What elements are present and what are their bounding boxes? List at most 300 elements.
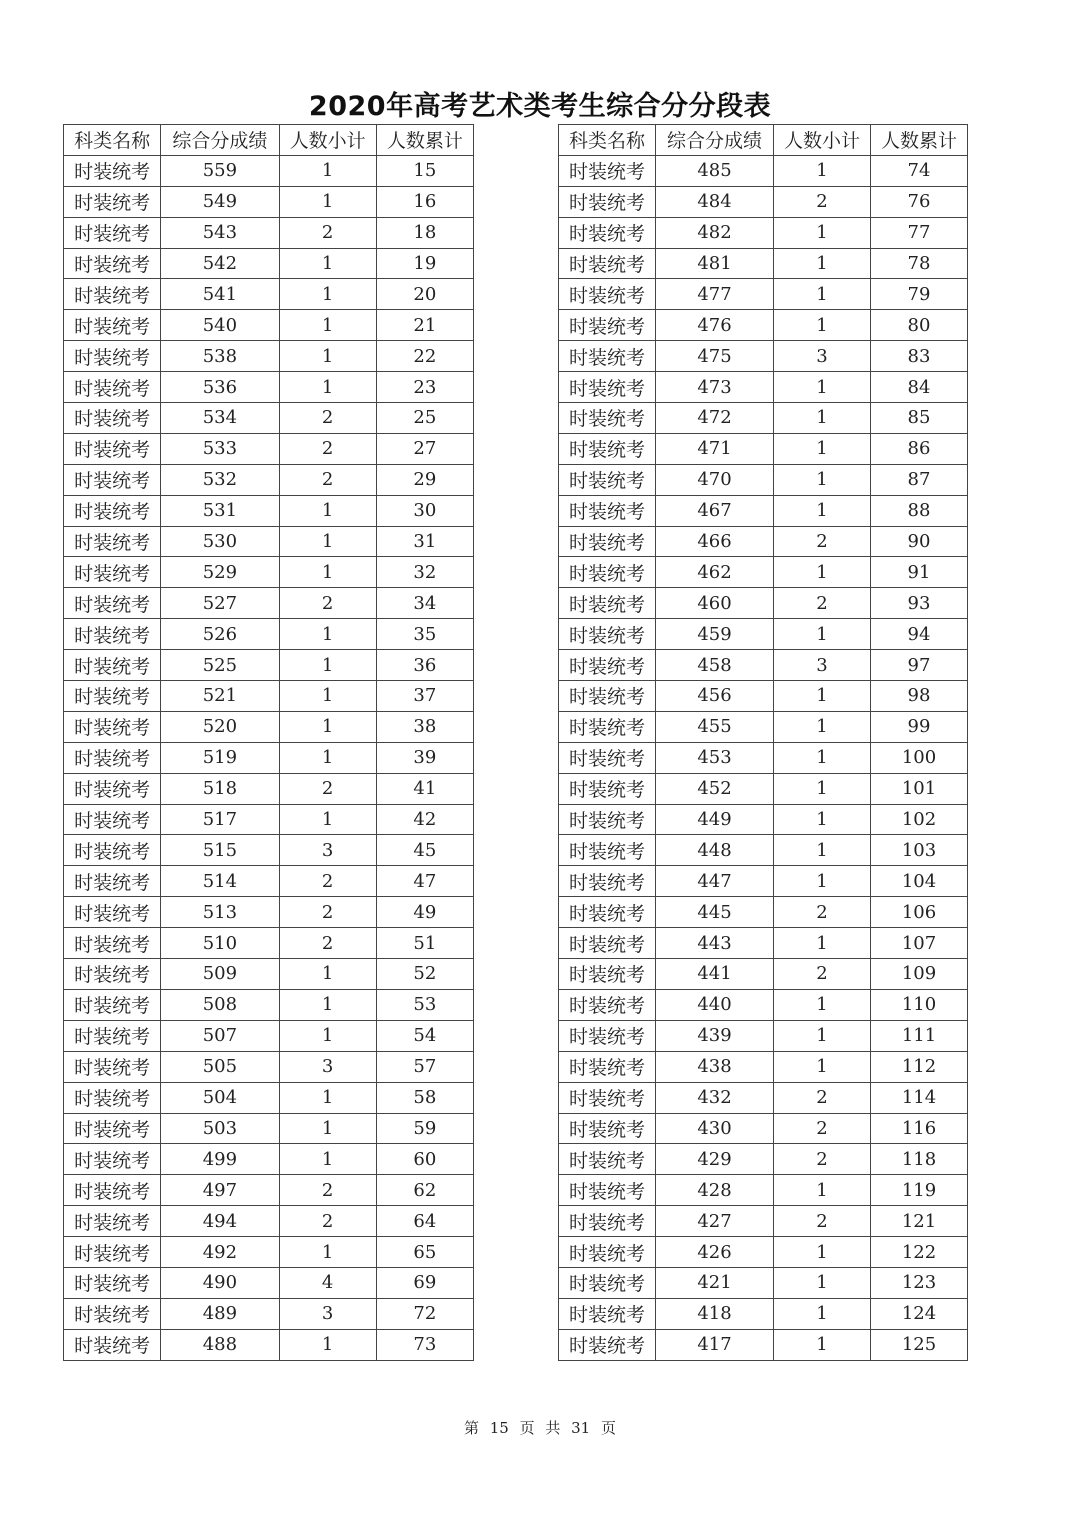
cell-category: 时装统考	[559, 1237, 656, 1268]
cell-cumulative: 65	[376, 1237, 473, 1268]
cell-score: 526	[161, 619, 279, 650]
cell-category: 时装统考	[559, 866, 656, 897]
cell-score: 439	[656, 1020, 774, 1051]
cell-category: 时装统考	[64, 403, 161, 434]
table-row	[559, 1020, 968, 1051]
table-row	[559, 279, 968, 310]
cell-cumulative: 93	[871, 588, 968, 619]
cell-score: 531	[161, 495, 279, 526]
cell-count: 1	[279, 1237, 376, 1268]
cell-score: 445	[656, 897, 774, 928]
cell-score: 525	[161, 650, 279, 681]
cell-score: 477	[656, 279, 774, 310]
cell-score: 540	[161, 310, 279, 341]
cell-category: 时装统考	[64, 433, 161, 464]
cell-cumulative: 114	[871, 1082, 968, 1113]
cell-score: 481	[656, 248, 774, 279]
cell-count: 2	[774, 1082, 871, 1113]
cell-score: 441	[656, 959, 774, 990]
table-row	[64, 866, 474, 897]
table-row	[64, 1329, 474, 1360]
cell-score: 515	[161, 835, 279, 866]
cell-score: 513	[161, 897, 279, 928]
cell-score: 559	[161, 155, 279, 186]
cell-score: 494	[161, 1206, 279, 1237]
cell-cumulative: 18	[376, 217, 473, 248]
cell-cumulative: 42	[376, 804, 473, 835]
cell-score: 426	[656, 1237, 774, 1268]
table-row	[559, 341, 968, 372]
cell-category: 时装统考	[64, 341, 161, 372]
cell-category: 时装统考	[64, 1113, 161, 1144]
cell-cumulative: 16	[376, 186, 473, 217]
cell-cumulative: 60	[376, 1144, 473, 1175]
cell-count: 1	[774, 804, 871, 835]
table-row	[559, 835, 968, 866]
cell-cumulative: 62	[376, 1175, 473, 1206]
cell-category: 时装统考	[64, 526, 161, 557]
table-row	[559, 773, 968, 804]
table-row	[64, 403, 474, 434]
table-row	[64, 1298, 474, 1329]
page-title: 2020年高考艺术类考生综合分分段表	[308, 91, 772, 122]
cell-cumulative: 80	[871, 310, 968, 341]
cell-category: 时装统考	[559, 433, 656, 464]
cell-category: 时装统考	[64, 1175, 161, 1206]
cell-category: 时装统考	[64, 279, 161, 310]
cell-score: 476	[656, 310, 774, 341]
table-row	[559, 681, 968, 712]
cell-category: 时装统考	[559, 310, 656, 341]
cell-category: 时装统考	[559, 650, 656, 681]
table-row	[559, 742, 968, 773]
cell-category: 时装统考	[64, 310, 161, 341]
cell-count: 1	[774, 433, 871, 464]
cell-category: 时装统考	[559, 1175, 656, 1206]
cell-cumulative: 90	[871, 526, 968, 557]
table-row	[64, 835, 474, 866]
table-row	[559, 495, 968, 526]
cell-category: 时装统考	[559, 1113, 656, 1144]
cell-count: 1	[774, 1237, 871, 1268]
cell-score: 533	[161, 433, 279, 464]
cell-score: 462	[656, 557, 774, 588]
cell-category: 时装统考	[559, 464, 656, 495]
cell-cumulative: 64	[376, 1206, 473, 1237]
table-row	[64, 681, 474, 712]
cell-cumulative: 29	[376, 464, 473, 495]
cell-cumulative: 52	[376, 959, 473, 990]
cell-cumulative: 125	[871, 1329, 968, 1360]
cell-category: 时装统考	[64, 804, 161, 835]
table-row	[64, 928, 474, 959]
cell-cumulative: 83	[871, 341, 968, 372]
table-row	[64, 279, 474, 310]
cell-count: 1	[279, 681, 376, 712]
table-row	[64, 1144, 474, 1175]
cell-category: 时装统考	[559, 1206, 656, 1237]
cell-cumulative: 32	[376, 557, 473, 588]
table-row	[64, 1051, 474, 1082]
cell-score: 503	[161, 1113, 279, 1144]
table-row	[64, 1020, 474, 1051]
cell-cumulative: 122	[871, 1237, 968, 1268]
cell-cumulative: 35	[376, 619, 473, 650]
table-header-row	[559, 125, 968, 156]
cell-count: 1	[279, 742, 376, 773]
cell-cumulative: 101	[871, 773, 968, 804]
cell-category: 时装统考	[64, 1082, 161, 1113]
cell-cumulative: 97	[871, 650, 968, 681]
cell-score: 453	[656, 742, 774, 773]
cell-count: 1	[774, 866, 871, 897]
cell-count: 1	[774, 1329, 871, 1360]
cell-count: 1	[774, 1175, 871, 1206]
header-count: 人数小计	[279, 125, 376, 156]
cell-category: 时装统考	[64, 1267, 161, 1298]
cell-count: 1	[279, 650, 376, 681]
cell-count: 2	[774, 1144, 871, 1175]
cell-category: 时装统考	[64, 186, 161, 217]
cell-count: 2	[774, 1113, 871, 1144]
table-row	[64, 959, 474, 990]
cell-count: 1	[774, 1051, 871, 1082]
cell-score: 499	[161, 1144, 279, 1175]
table-row	[64, 1082, 474, 1113]
cell-score: 542	[161, 248, 279, 279]
cell-category: 时装统考	[559, 372, 656, 403]
cell-count: 2	[279, 773, 376, 804]
table-row	[64, 1267, 474, 1298]
cell-count: 1	[279, 619, 376, 650]
table-row	[559, 1175, 968, 1206]
cell-count: 3	[279, 835, 376, 866]
cell-cumulative: 19	[376, 248, 473, 279]
cell-score: 472	[656, 403, 774, 434]
cell-cumulative: 69	[376, 1267, 473, 1298]
cell-cumulative: 73	[376, 1329, 473, 1360]
cell-count: 1	[279, 186, 376, 217]
cell-score: 484	[656, 186, 774, 217]
table-row	[559, 866, 968, 897]
cell-count: 4	[279, 1267, 376, 1298]
cell-count: 1	[774, 310, 871, 341]
cell-category: 时装统考	[64, 1051, 161, 1082]
cell-count: 1	[774, 1020, 871, 1051]
cell-score: 449	[656, 804, 774, 835]
cell-cumulative: 49	[376, 897, 473, 928]
table-row	[64, 526, 474, 557]
cell-score: 520	[161, 711, 279, 742]
cell-count: 1	[774, 681, 871, 712]
cell-count: 1	[774, 557, 871, 588]
cell-count: 1	[774, 248, 871, 279]
table-row	[559, 619, 968, 650]
cell-cumulative: 22	[376, 341, 473, 372]
cell-score: 507	[161, 1020, 279, 1051]
cell-count: 2	[774, 526, 871, 557]
cell-score: 518	[161, 773, 279, 804]
cell-count: 2	[279, 588, 376, 619]
cell-category: 时装统考	[559, 557, 656, 588]
cell-category: 时装统考	[559, 186, 656, 217]
table-row	[559, 650, 968, 681]
cell-category: 时装统考	[559, 1267, 656, 1298]
cell-score: 543	[161, 217, 279, 248]
cell-score: 460	[656, 588, 774, 619]
cell-score: 447	[656, 866, 774, 897]
cell-category: 时装统考	[64, 1020, 161, 1051]
cell-count: 1	[279, 1144, 376, 1175]
cell-count: 1	[279, 557, 376, 588]
cell-category: 时装统考	[64, 464, 161, 495]
table-row	[64, 588, 474, 619]
table-row	[64, 619, 474, 650]
table-row	[559, 711, 968, 742]
cell-category: 时装统考	[559, 495, 656, 526]
cell-count: 2	[279, 897, 376, 928]
cell-count: 3	[279, 1051, 376, 1082]
cell-cumulative: 30	[376, 495, 473, 526]
cell-score: 428	[656, 1175, 774, 1206]
cell-cumulative: 59	[376, 1113, 473, 1144]
table-row	[559, 1267, 968, 1298]
cell-cumulative: 21	[376, 310, 473, 341]
cell-cumulative: 103	[871, 835, 968, 866]
table-row	[559, 1113, 968, 1144]
table-row	[64, 1113, 474, 1144]
cell-count: 1	[279, 526, 376, 557]
cell-cumulative: 47	[376, 866, 473, 897]
cell-cumulative: 94	[871, 619, 968, 650]
cell-cumulative: 124	[871, 1298, 968, 1329]
table-row	[64, 1206, 474, 1237]
table-row	[559, 372, 968, 403]
cell-count: 1	[279, 341, 376, 372]
cell-category: 时装统考	[559, 248, 656, 279]
cell-cumulative: 111	[871, 1020, 968, 1051]
cell-category: 时装统考	[64, 835, 161, 866]
cell-score: 471	[656, 433, 774, 464]
cell-category: 时装统考	[559, 526, 656, 557]
cell-score: 538	[161, 341, 279, 372]
cell-cumulative: 27	[376, 433, 473, 464]
cell-count: 1	[279, 1020, 376, 1051]
cell-score: 497	[161, 1175, 279, 1206]
cell-score: 473	[656, 372, 774, 403]
cell-category: 时装统考	[64, 217, 161, 248]
cell-score: 429	[656, 1144, 774, 1175]
table-row	[64, 989, 474, 1020]
cell-cumulative: 88	[871, 495, 968, 526]
cell-category: 时装统考	[559, 1082, 656, 1113]
cell-score: 432	[656, 1082, 774, 1113]
cell-count: 1	[279, 248, 376, 279]
cell-score: 443	[656, 928, 774, 959]
table-row	[559, 1298, 968, 1329]
cell-cumulative: 91	[871, 557, 968, 588]
table-row	[64, 155, 474, 186]
cell-score: 510	[161, 928, 279, 959]
header-cumulative: 人数累计	[871, 125, 968, 156]
cell-category: 时装统考	[64, 588, 161, 619]
table-row	[559, 588, 968, 619]
score-table-left	[63, 124, 474, 1361]
cell-category: 时装统考	[64, 1298, 161, 1329]
header-category: 科类名称	[559, 125, 656, 156]
cell-category: 时装统考	[64, 989, 161, 1020]
table-row	[64, 557, 474, 588]
table-row	[559, 989, 968, 1020]
cell-count: 3	[774, 341, 871, 372]
cell-category: 时装统考	[559, 711, 656, 742]
cell-score: 492	[161, 1237, 279, 1268]
cell-category: 时装统考	[559, 835, 656, 866]
table-row	[559, 310, 968, 341]
cell-score: 455	[656, 711, 774, 742]
table-row	[559, 1082, 968, 1113]
cell-cumulative: 98	[871, 681, 968, 712]
cell-score: 452	[656, 773, 774, 804]
cell-count: 1	[774, 773, 871, 804]
cell-cumulative: 78	[871, 248, 968, 279]
cell-score: 534	[161, 403, 279, 434]
cell-cumulative: 85	[871, 403, 968, 434]
cell-score: 466	[656, 526, 774, 557]
cell-category: 时装统考	[64, 897, 161, 928]
cell-score: 470	[656, 464, 774, 495]
cell-count: 1	[774, 1298, 871, 1329]
cell-category: 时装统考	[559, 804, 656, 835]
cell-score: 417	[656, 1329, 774, 1360]
cell-cumulative: 100	[871, 742, 968, 773]
cell-count: 1	[774, 742, 871, 773]
cell-count: 2	[774, 1206, 871, 1237]
cell-cumulative: 38	[376, 711, 473, 742]
cell-cumulative: 79	[871, 279, 968, 310]
table-row	[64, 310, 474, 341]
table-row	[559, 1237, 968, 1268]
cell-count: 2	[279, 866, 376, 897]
cell-category: 时装统考	[64, 866, 161, 897]
cell-category: 时装统考	[64, 928, 161, 959]
table-row	[559, 1051, 968, 1082]
cell-count: 1	[774, 155, 871, 186]
cell-cumulative: 87	[871, 464, 968, 495]
cell-category: 时装统考	[64, 1144, 161, 1175]
cell-cumulative: 23	[376, 372, 473, 403]
cell-count: 1	[279, 804, 376, 835]
cell-cumulative: 31	[376, 526, 473, 557]
table-row	[64, 711, 474, 742]
cell-score: 536	[161, 372, 279, 403]
cell-category: 时装统考	[64, 773, 161, 804]
cell-cumulative: 86	[871, 433, 968, 464]
cell-count: 1	[774, 1267, 871, 1298]
cell-cumulative: 102	[871, 804, 968, 835]
cell-score: 440	[656, 989, 774, 1020]
table-row	[64, 217, 474, 248]
cell-cumulative: 104	[871, 866, 968, 897]
table-row	[559, 557, 968, 588]
table-row	[64, 341, 474, 372]
cell-category: 时装统考	[559, 1144, 656, 1175]
cell-count: 1	[279, 310, 376, 341]
cell-count: 2	[774, 186, 871, 217]
cell-category: 时装统考	[64, 959, 161, 990]
cell-category: 时装统考	[559, 1020, 656, 1051]
cell-cumulative: 74	[871, 155, 968, 186]
table-row	[559, 217, 968, 248]
cell-cumulative: 37	[376, 681, 473, 712]
table-row	[559, 248, 968, 279]
cell-count: 2	[279, 433, 376, 464]
cell-cumulative: 112	[871, 1051, 968, 1082]
cell-cumulative: 54	[376, 1020, 473, 1051]
table-row	[559, 526, 968, 557]
cell-count: 1	[279, 1113, 376, 1144]
cell-count: 1	[774, 217, 871, 248]
cell-count: 1	[279, 711, 376, 742]
cell-score: 527	[161, 588, 279, 619]
cell-category: 时装统考	[64, 1206, 161, 1237]
cell-score: 427	[656, 1206, 774, 1237]
cell-cumulative: 77	[871, 217, 968, 248]
cell-score: 459	[656, 619, 774, 650]
cell-cumulative: 106	[871, 897, 968, 928]
cell-score: 421	[656, 1267, 774, 1298]
cell-category: 时装统考	[559, 155, 656, 186]
cell-count: 2	[774, 588, 871, 619]
table-row	[559, 464, 968, 495]
cell-category: 时装统考	[64, 681, 161, 712]
cell-count: 1	[774, 835, 871, 866]
cell-category: 时装统考	[559, 1051, 656, 1082]
header-count: 人数小计	[774, 125, 871, 156]
score-table-right	[558, 124, 968, 1361]
cell-cumulative: 25	[376, 403, 473, 434]
cell-count: 2	[774, 897, 871, 928]
cell-score: 549	[161, 186, 279, 217]
cell-count: 1	[279, 989, 376, 1020]
cell-category: 时装统考	[559, 742, 656, 773]
cell-cumulative: 118	[871, 1144, 968, 1175]
cell-score: 467	[656, 495, 774, 526]
cell-score: 509	[161, 959, 279, 990]
cell-category: 时装统考	[559, 341, 656, 372]
cell-cumulative: 121	[871, 1206, 968, 1237]
cell-count: 2	[279, 464, 376, 495]
cell-count: 3	[774, 650, 871, 681]
cell-cumulative: 53	[376, 989, 473, 1020]
cell-category: 时装统考	[559, 588, 656, 619]
cell-count: 2	[279, 1175, 376, 1206]
cell-score: 514	[161, 866, 279, 897]
table-header-row	[64, 125, 474, 156]
header-cumulative: 人数累计	[376, 125, 473, 156]
cell-category: 时装统考	[64, 495, 161, 526]
cell-score: 430	[656, 1113, 774, 1144]
cell-count: 1	[279, 155, 376, 186]
cell-cumulative: 57	[376, 1051, 473, 1082]
cell-score: 488	[161, 1329, 279, 1360]
cell-score: 458	[656, 650, 774, 681]
header-category: 科类名称	[64, 125, 161, 156]
cell-category: 时装统考	[64, 155, 161, 186]
cell-category: 时装统考	[559, 403, 656, 434]
cell-score: 489	[161, 1298, 279, 1329]
cell-count: 1	[279, 1082, 376, 1113]
